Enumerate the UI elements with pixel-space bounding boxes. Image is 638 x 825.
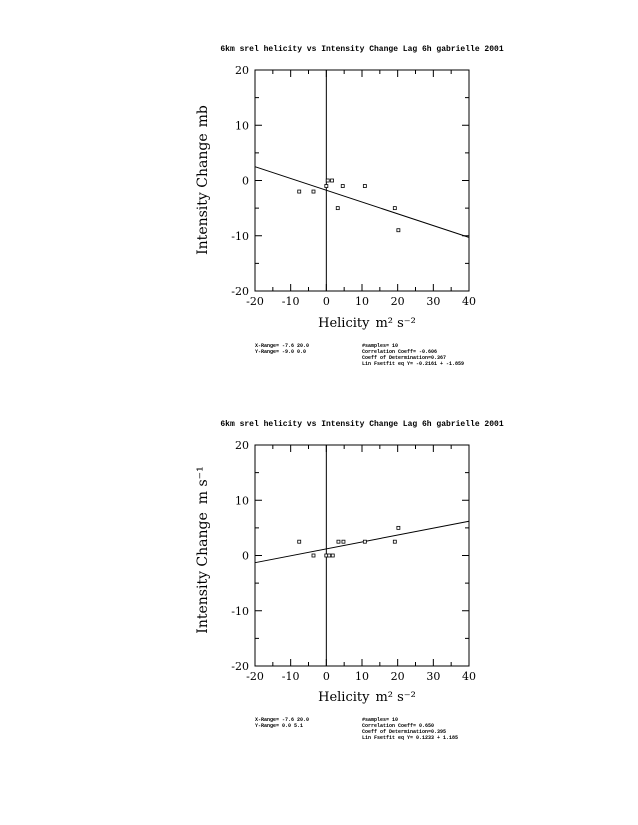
chart-1-fit-equation: Lin Fsetfit eq Y= -0.2161 + -1.859 [362,361,465,367]
chart-2-data-point [397,526,400,529]
chart-1-samples: #samples= 10 [362,343,399,349]
chart-1-data-point [393,207,396,210]
chart-1-data-point [341,185,344,188]
chart-1-y-tick-label: 0 [242,174,249,188]
chart-2-yrange: Y-Range= 0.0 5.1 [255,723,304,729]
chart-2-x-ticks [246,445,476,683]
chart-2-fit-line [255,521,469,562]
chart-1-xrange: X-Range= -7.6 20.0 [255,343,310,349]
chart-1-x-tick-label: -20 [246,295,264,308]
chart-1-y-tick-label: 20 [235,64,249,77]
chart-2-determination: Coeff of Determination=0.395 [362,729,447,735]
chart-2-data-point [298,540,301,543]
chart-1-stats [255,343,464,367]
chart-2-x-tick-label: 40 [462,670,476,683]
chart-2-y-tick-label: 0 [242,549,249,563]
chart-1-y-tick-label: -20 [231,285,249,298]
chart-2-data-point [342,540,345,543]
chart-2-stats [255,717,458,741]
chart-2-data-point [331,554,334,557]
chart-1 [195,45,504,367]
chart-1-y-ticks [231,64,469,298]
chart-2-data-point [312,554,315,557]
chart-2-y-tick-label: -10 [231,604,249,618]
chart-2-data-point [337,540,340,543]
chart-1-regression-line [255,167,469,238]
chart-2-x-tick-label: 20 [390,670,405,683]
chart-2-y-ticks [231,439,469,673]
chart-2-x-tick-label: -20 [246,670,264,683]
chart-2-x-tick-label: 30 [426,670,441,683]
chart-1-data-point [363,185,366,188]
chart-1-plot-frame [255,70,469,291]
chart-1-correlation: Correlation Coeff= -0.606 [362,349,438,355]
chart-2-x-tick-label: 10 [355,670,369,683]
chart-1-data-point [336,207,339,210]
chart-1-data-point [331,179,334,182]
chart-2-data-point [393,540,396,543]
chart-1-x-tick-label: 40 [462,295,476,308]
chart-1-yrange: Y-Range= -9.0 0.0 [255,349,307,355]
chart-2-y-tick-label: -20 [231,660,249,673]
chart-1-data-point [312,190,315,193]
chart-2-x-tick-label: 0 [322,670,330,683]
chart-1-determination: Coeff of Determination=0.367 [362,355,447,361]
chart-2-data-point [328,554,331,557]
chart-2-correlation: Correlation Coeff= 0.650 [362,723,435,729]
chart-2-points [298,526,400,557]
chart-1-y-axis-label: Intensity Changemb [195,105,211,255]
chart-1-x-axis-label: Helicity m² s⁻² [318,316,416,331]
chart-1-title: 6km srel helicity vs Intensity Change Lag 6h gabrielle 2001 [220,45,504,54]
chart-2-title: 6km srel helicity vs Intensity Change Lag 6h gabrielle 2001 [220,420,504,429]
chart-1-y-tick-label: -10 [231,229,249,243]
chart-1-x-tick-label: 30 [426,295,441,308]
chart-1-fit-line [255,167,469,238]
chart-1-data-point [326,179,329,182]
chart-1-x-tick-label: -10 [281,295,300,308]
chart-1-points [298,179,400,232]
chart-2-y-axis-label: Intensity Changem s⁻¹ [195,466,211,634]
chart-1-y-tick-label: 10 [235,119,249,133]
chart-1-data-point [397,229,400,232]
chart-2-xrange: X-Range= -7.6 20.0 [255,717,310,723]
chart-2-data-point [363,540,366,543]
chart-1-x-tick-label: 20 [390,295,405,308]
chart-1-x-tick-label: 0 [322,295,330,308]
chart-2-x-axis-label: Helicity m² s⁻² [318,690,416,705]
chart-1-data-point [325,185,328,188]
chart-1-x-ticks [246,70,476,308]
chart-1-data-point [298,190,301,193]
chart-2-samples: #samples= 10 [362,717,399,723]
chart-2-fit-equation: Lin Fsetfit eq Y= 0.1233 + 1.185 [362,735,459,741]
chart-2-y-tick-label: 20 [235,439,249,452]
chart-2-regression-line [255,521,469,562]
chart-2 [195,420,504,741]
chart-1-x-tick-label: 10 [355,295,369,308]
chart-2-y-tick-label: 10 [235,494,249,508]
chart-2-plot-frame [255,445,469,666]
chart-2-x-tick-label: -10 [281,670,300,683]
